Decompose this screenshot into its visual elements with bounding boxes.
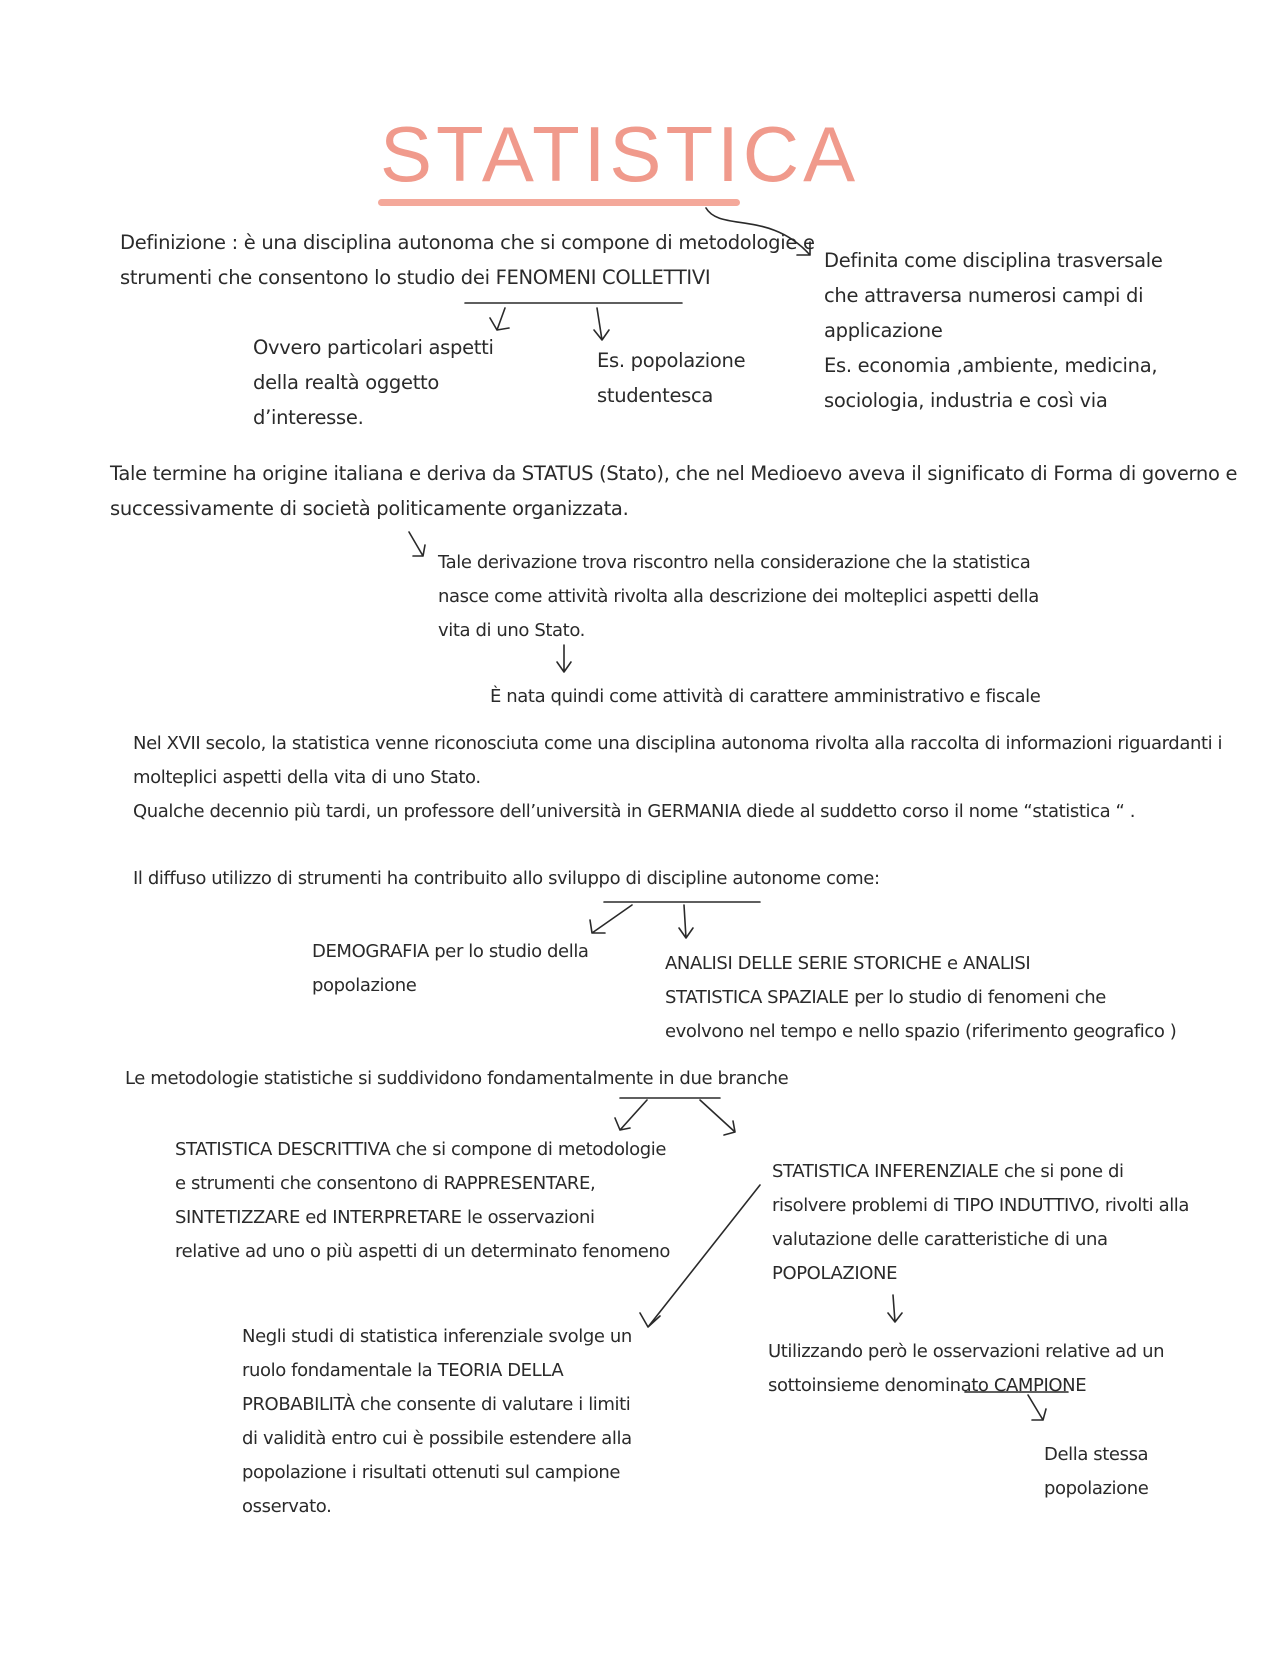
arrow-down-icon [679,905,693,938]
arrow-long-icon [640,1185,760,1327]
arrow-down-left-icon [615,1100,647,1130]
demography-text: DEMOGRAFIA per lo studio della popolazione [312,941,589,996]
arrow-down-icon [594,308,609,340]
arrow-down-right-icon [700,1100,735,1135]
administrative-text: È nata quindi come attività di carattere amministrativo e fiscale [490,686,1041,707]
note-example: Es. popolazione studentesca [597,349,746,407]
arrow-down-icon [409,532,425,556]
origin-text: Tale termine ha origine italiana e deriva da STATUS (Stato), che nel Medioevo aveva il significato di Forma di governo e successivamente di società politicamente organizzata. [110,462,1238,520]
sample-prefix: Utilizzando però le osservazioni relative ad un sottoinsieme denominato [768,1341,1165,1396]
arrow-down-icon [888,1295,902,1322]
descriptive-text: STATISTICA DESCRITTIVA che si compone di metodologie e strumenti che consentono di RAPPRESENTARE, SINTETIZZARE ed INTERPRETARE le osservazioni relative ad uno o più aspetti di un determinato fenomeno [175,1139,671,1262]
arrow-down-icon [557,645,571,672]
branches-text: Le metodologie statistiche si suddividono fondamentalmente in due branche [125,1068,789,1089]
derivation-text: Tale derivazione trova riscontro nella considerazione che la statistica nasce come attività rivolta alla descrizione dei molteplici aspetti della vita di uno Stato. [438,552,1039,641]
note-aspects: Ovvero particolari aspetti della realtà oggetto d’interesse. [253,336,494,429]
same-population-text: Della stessa popolazione [1044,1444,1149,1499]
arrow-down-icon [490,308,509,330]
history-text: Nel XVII secolo, la statistica venne riconosciuta come una disciplina autonoma rivolta alla raccolta di informazioni riguardanti i molteplici aspetti della vita di uno Stato. Qualche decennio più tardi, un professore dell’università in GERMANIA diede al suddetto corso il nome “statistica “ . [133,733,1223,822]
note-transversal: Definita come disciplina trasversale che attraversa numerosi campi di applicazione Es. economia ,ambiente, medicina, sociologia, industria e così via [824,249,1163,412]
definition-text: Definizione : è una disciplina autonoma che si compone di metodologie e strumenti che consentono lo studio dei FENOMENI COLLETTIVI [120,231,815,289]
series-text: ANALISI DELLE SERIE STORICHE e ANALISI STATISTICA SPAZIALE per lo studio di fenomeni che evolvono nel tempo e nello spazio (riferimento geografico ) [665,953,1177,1042]
arrow-down-icon [1028,1395,1046,1420]
arrow-down-left-icon [590,905,632,933]
probability-text: Negli studi di statistica inferenziale svolge un ruolo fondamentale la TEORIA DELLA PROBABILITÀ che consente di valutare i limiti di validità entro cui è possibile estendere alla popolazione i risultati ottenuti sul campione osservato. [242,1326,632,1517]
instruments-text: Il diffuso utilizzo di strumenti ha contribuito allo sviluppo di discipline autonome come: [133,868,880,889]
curved-arrow-icon [706,208,810,255]
sample-word: CAMPIONE [993,1375,1087,1396]
page-title: STATISTICA [380,110,860,198]
inferential-text: STATISTICA INFERENZIALE che si pone di risolvere problemi di TIPO INDUTTIVO, rivolti alla valutazione delle caratteristiche di una POPOLAZIONE [772,1161,1190,1284]
